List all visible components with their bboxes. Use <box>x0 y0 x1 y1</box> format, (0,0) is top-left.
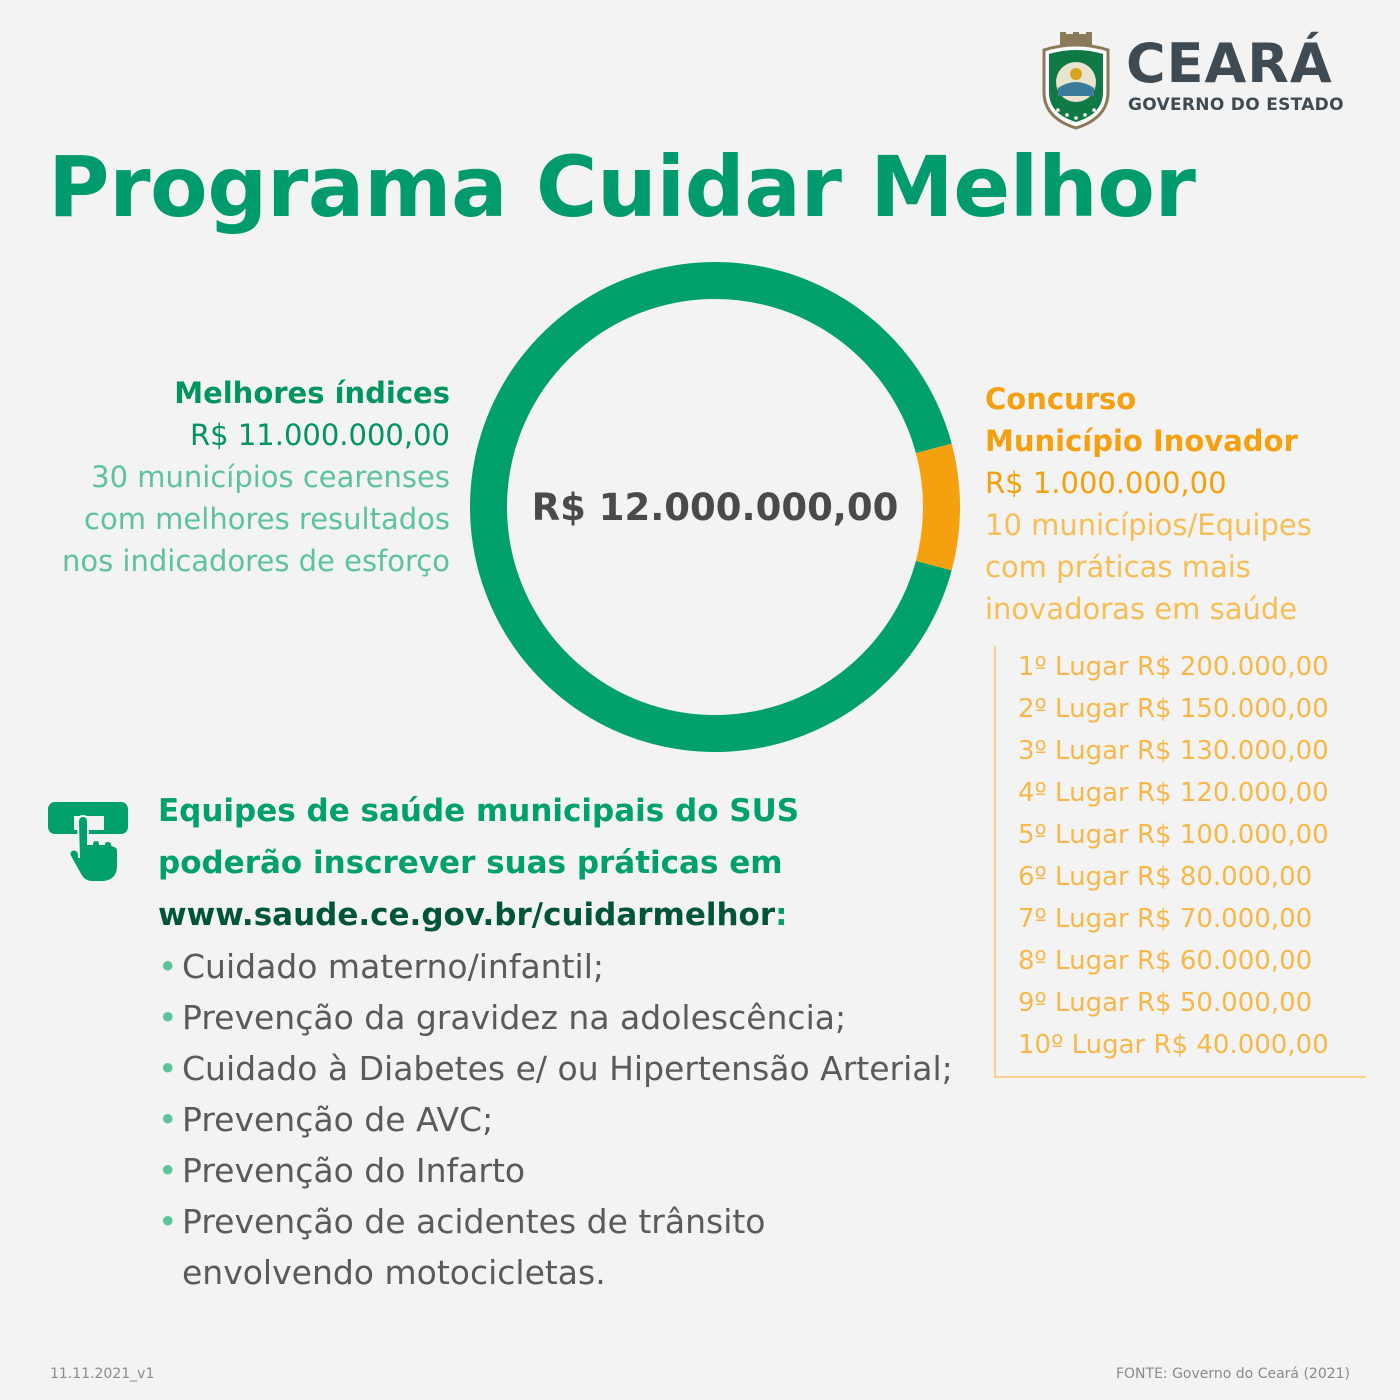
prize-item: 9º Lugar R$ 50.000,00 <box>1018 988 1313 1018</box>
best-indices-title: Melhores índices <box>174 376 450 410</box>
footer-version: 11.11.2021_v1 <box>50 1366 155 1382</box>
prize-item: 2º Lugar R$ 150.000,00 <box>1018 694 1329 724</box>
donut-center-label: R$ 12.000.000,00 <box>531 486 899 529</box>
prize-item: 7º Lugar R$ 70.000,00 <box>1018 904 1313 934</box>
prize-item: 3º Lugar R$ 130.000,00 <box>1018 736 1329 766</box>
innovation-contest-block <box>985 378 1385 630</box>
prize-item: 1º Lugar R$ 200.000,00 <box>1018 652 1329 682</box>
coat-of-arms-icon <box>1036 32 1116 132</box>
contest-desc-line: com práticas mais <box>985 550 1251 584</box>
contest-desc-line: 10 municípios/Equipes <box>985 508 1312 542</box>
prize-item: 8º Lugar R$ 60.000,00 <box>1018 946 1313 976</box>
registration-url-suffix: : <box>775 897 788 933</box>
hand-pointer-icon <box>48 800 130 884</box>
footer-source: FONTE: Governo do Ceará (2021) <box>1115 1366 1350 1382</box>
brand-subtitle: GOVERNO DO ESTADO <box>1128 95 1344 115</box>
contest-amount: R$ 1.000.000,00 <box>985 466 1227 500</box>
practice-item: • Prevenção do Infarto <box>158 1145 978 1196</box>
donut-slice-innovation-contest <box>916 444 960 571</box>
best-indices-desc-line: nos indicadores de esforço <box>61 544 450 578</box>
practice-item: • Prevenção da gravidez na adolescência; <box>158 992 978 1043</box>
prize-item: 10º Lugar R$ 40.000,00 <box>1018 1030 1329 1060</box>
registration-line: Equipes de saúde municipais do SUS <box>158 793 800 829</box>
best-indices-desc-line: com melhores resultados <box>84 502 450 536</box>
prize-item: 4º Lugar R$ 120.000,00 <box>1018 778 1329 808</box>
best-indices-amount: R$ 11.000.000,00 <box>190 418 450 452</box>
practice-item: • Cuidado à Diabetes e/ ou Hipertensão Arterial; <box>158 1043 978 1094</box>
prize-item: 5º Lugar R$ 100.000,00 <box>1018 820 1329 850</box>
brand-name: CEARÁ <box>1126 32 1333 95</box>
registration-block <box>158 785 978 1298</box>
practice-item: • Prevenção de acidentes de trânsito envolvendo motocicletas. <box>158 1196 822 1298</box>
prize-item: 6º Lugar R$ 80.000,00 <box>1018 862 1313 892</box>
contest-desc-line: inovadoras em saúde <box>985 592 1298 626</box>
registration-url-link[interactable]: www.saude.ce.gov.br/cuidarmelhor <box>158 897 776 933</box>
prize-list <box>994 646 1366 1078</box>
donut-chart <box>470 262 960 752</box>
registration-line: poderão inscrever suas práticas em <box>158 845 783 881</box>
practice-list <box>158 941 978 1298</box>
page-title: Programa Cuidar Melhor <box>48 138 1196 236</box>
practice-item: • Cuidado materno/infantil; <box>158 941 978 992</box>
practice-item: • Prevenção de AVC; <box>158 1094 978 1145</box>
best-indices-desc-line: 30 municípios cearenses <box>91 460 450 494</box>
contest-title-line: Concurso <box>985 382 1137 416</box>
ceara-logo <box>1036 32 1356 134</box>
contest-title-line: Município Inovador <box>985 424 1298 458</box>
registration-url-line <box>158 889 978 941</box>
best-indices-block <box>20 372 450 582</box>
